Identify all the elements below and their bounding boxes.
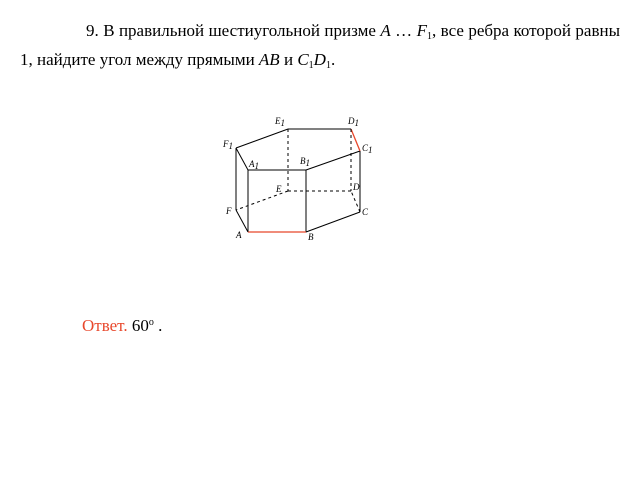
answer-value: 60 bbox=[131, 316, 149, 335]
vertex-end-sub: 1 bbox=[426, 31, 432, 42]
label-f: F bbox=[226, 206, 232, 216]
edge-bc bbox=[306, 212, 360, 232]
label-b: B bbox=[308, 232, 314, 242]
label-f1: F1 bbox=[223, 139, 233, 151]
label-a: A bbox=[236, 230, 242, 240]
line-c1-sub: 1 bbox=[308, 60, 314, 71]
edge-b1c1 bbox=[306, 151, 360, 170]
degree-sign: o bbox=[148, 317, 154, 328]
edge-e1f1 bbox=[236, 129, 288, 148]
ellipsis: … bbox=[395, 21, 413, 40]
label-b1: B1 bbox=[300, 156, 310, 168]
line-d1-sub: 1 bbox=[325, 60, 331, 71]
line-d1: D bbox=[313, 50, 326, 69]
answer-period: . bbox=[158, 316, 163, 335]
conjunction: и bbox=[283, 50, 294, 69]
edge-f1a1 bbox=[236, 148, 248, 170]
edge-c1d1 bbox=[351, 129, 360, 151]
edge-fa bbox=[236, 210, 248, 232]
line-ab: AB bbox=[258, 50, 280, 69]
edge-cd bbox=[351, 191, 360, 212]
problem-period: . bbox=[330, 50, 336, 69]
answer bbox=[82, 316, 162, 336]
problem-number: 9. bbox=[86, 21, 99, 40]
label-e: E bbox=[276, 184, 282, 194]
line-c1: C bbox=[297, 50, 309, 69]
problem-text-2: , все ребра которой равны 1, найдите угол между прямыми bbox=[20, 21, 620, 69]
label-e1: E1 bbox=[275, 116, 285, 128]
vertex-start: A bbox=[380, 21, 391, 40]
label-a1: A1 bbox=[249, 159, 259, 171]
label-c1: C1 bbox=[362, 143, 373, 155]
problem-statement bbox=[20, 16, 620, 74]
problem-text-1: В правильной шестиугольной призме bbox=[103, 21, 376, 40]
hexagonal-prism-figure bbox=[220, 114, 390, 250]
answer-label: Ответ. bbox=[82, 316, 128, 335]
label-c: C bbox=[362, 207, 369, 217]
label-d: D bbox=[353, 182, 360, 192]
vertex-end: F bbox=[416, 21, 427, 40]
label-d1: D1 bbox=[348, 116, 359, 128]
